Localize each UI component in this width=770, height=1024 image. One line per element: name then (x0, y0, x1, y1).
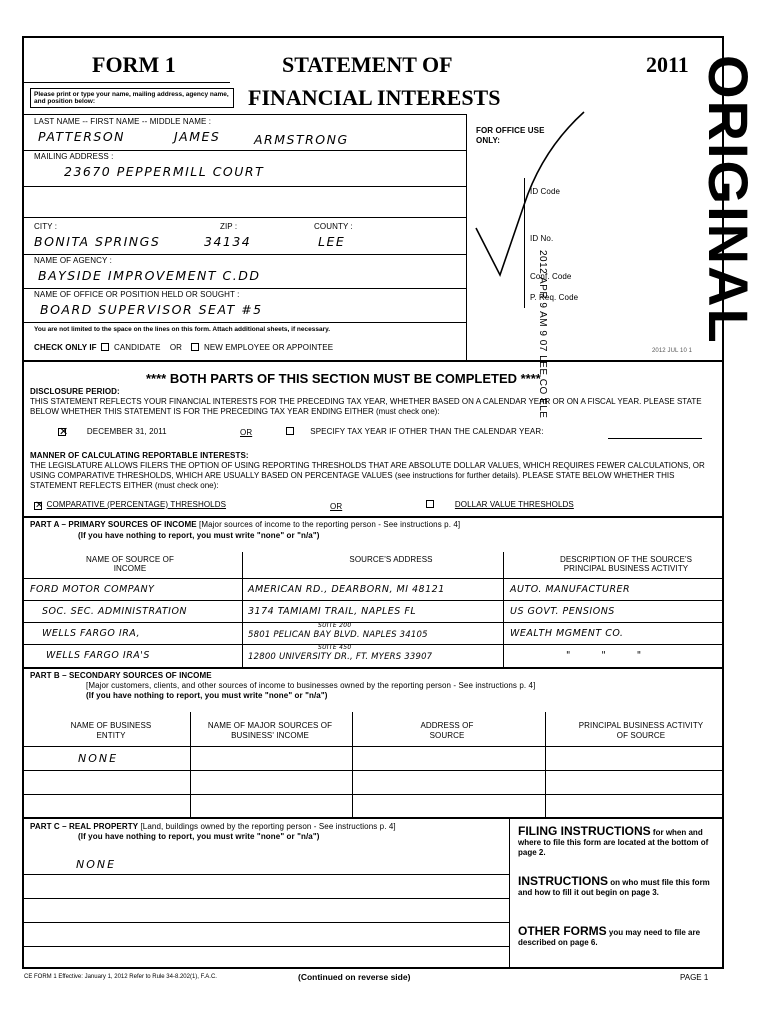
disclosure-or: OR (240, 428, 253, 437)
income-source-name[interactable]: FORD MOTOR COMPANY (30, 584, 155, 595)
agency-value[interactable]: BAYSIDE IMPROVEMENT C.DD (38, 268, 261, 283)
footer-continued: (Continued on reverse side) (298, 972, 411, 982)
income-source-activity[interactable]: US GOVT. PENSIONS (510, 606, 615, 617)
agency-label: NAME OF AGENCY : (34, 256, 112, 265)
received-stamp-vertical: 2012 APR 9 AM 9 07 LEE CO ELE (537, 250, 548, 419)
received-stamp-small: 2012 JUL 10 1 (652, 348, 693, 354)
income-source-address[interactable]: AMERICAN RD., DEARBORN, MI 48121 (248, 584, 445, 595)
id-no-label: ID No. (530, 234, 554, 243)
part-a-subnote: (If you have nothing to report, you must write "none" or "n/a") (78, 531, 320, 540)
conf-code-label: Conf. Code (530, 272, 572, 281)
county-value[interactable]: LEE (318, 234, 346, 249)
part-b-subnote: (If you have nothing to report, you must write "none" or "n/a") (86, 691, 328, 700)
part-c-subnote: (If you have nothing to report, you must write "none" or "n/a") (78, 832, 320, 841)
dollar-label: DOLLAR VALUE THRESHOLDS (454, 500, 574, 509)
income-source-name[interactable]: WELLS FARGO IRA'S (46, 650, 150, 661)
county-label: COUNTY : (314, 222, 353, 231)
income-source-address[interactable]: 3174 TAMIAMI TRAIL, NAPLES FL (248, 606, 417, 617)
id-code-label: ID Code (530, 187, 561, 196)
comparative-checkbox[interactable]: ✕ (35, 500, 44, 511)
other-forms-instructions (518, 926, 718, 948)
income-source-activity[interactable]: AUTO. MANUFACTURER (510, 584, 631, 595)
part-c-title: PART C – REAL PROPERTY (30, 822, 139, 831)
income-source-address[interactable]: 12800 UNIVERSITY DR., FT. MYERS 33907 (248, 652, 433, 662)
check-only-label: CHECK ONLY IF (34, 343, 97, 352)
income-source-name[interactable]: SOC. SEC. ADMINISTRATION (42, 606, 188, 617)
instructions-title: INSTRUCTIONS (518, 874, 608, 888)
part-b-title: PART B – SECONDARY SOURCES OF INCOME (30, 671, 212, 680)
check-only-row (34, 343, 333, 352)
candidate-checkbox[interactable] (101, 343, 109, 351)
part-b-entry[interactable]: NONE (78, 752, 119, 765)
other-forms-title: OTHER FORMS (518, 924, 607, 938)
part-c-header (30, 822, 396, 831)
form-number: FORM 1 (92, 52, 176, 77)
footer-page: PAGE 1 (680, 973, 709, 982)
form-year: 2011 (646, 52, 689, 77)
disclosure-text: THIS STATEMENT REFLECTS YOUR FINANCIAL INTERESTS FOR THE PRECEDING TAX YEAR, WHETHER BASED ON A CALENDAR YEAR OR ON A FISCAL YEAR. PLEASE STATE BELOW WHETHER THIS STATEMENT IS FOR THE PRECEDING TAX YEAR ENDING EITHER (must check one): (30, 397, 702, 416)
income-source-suite: SUITE 200 (318, 622, 352, 629)
original-stamp-text: ORIGINAL (697, 55, 760, 345)
income-source-suite: SUITE 450 (318, 644, 352, 651)
dollar-checkbox[interactable] (426, 500, 434, 508)
part-a-note: [Major sources of income to the reporting person - See instructions p. 4] (199, 520, 461, 529)
manner-text: THE LEGISLATURE ALLOWS FILERS THE OPTION OF USING REPORTING THRESHOLDS THAT ARE ABSOLUTE DOLLAR VALUES, WHICH REQUIRES FEWER CALCULATIONS, OR USING COMPARATIVE THRESHOLDS, WHICH ARE USUALLY BASED ON PERCENTAGE VALUES (see instructions for further details). PLEASE STATE BELOW WHETHER THIS STATEMENT REFLECTS EITHER (must check one): (30, 461, 705, 490)
p-req-code-label: P. Req. Code (530, 293, 579, 302)
last-name-value[interactable]: PATTERSON (38, 129, 126, 144)
filing-text: when and where to file this form are located at the bottom of page 2. (518, 828, 709, 857)
dec-option-label: DECEMBER 31, 2011 (86, 427, 167, 436)
zip-label: ZIP : (220, 222, 238, 231)
footer-form-id: CE FORM 1 Effective: January 1, 2012 Refer to Rule 34-8.202(1), F.A.C. (24, 974, 217, 980)
office-label: NAME OF OFFICE OR POSITION HELD OR SOUGHT : (34, 290, 240, 299)
space-note: You are not limited to the space on the lines on this form. Attach additional sheets, if necessary. (34, 326, 331, 333)
city-label: CITY : (34, 222, 58, 231)
disclosure-options (58, 427, 167, 436)
first-name-value[interactable]: JAMES (174, 129, 221, 144)
part-c-note: [Land, buildings owned by the reporting person - See instructions p. 4] (140, 822, 396, 831)
specify-checkbox[interactable] (286, 427, 294, 435)
statement-title: STATEMENT OF (282, 52, 453, 77)
office-checkmark (472, 110, 602, 290)
office-use-label: FOR OFFICE USE ONLY: (476, 126, 545, 145)
part-a-title: PART A – PRIMARY SOURCES OF INCOME (30, 520, 197, 529)
specify-year-field[interactable] (608, 438, 702, 439)
income-source-name[interactable]: WELLS FARGO IRA, (42, 628, 140, 639)
manner-label: MANNER OF CALCULATING REPORTABLE INTERESTS: (30, 451, 249, 460)
threshold-options (34, 500, 226, 510)
name-label: LAST NAME -- FIRST NAME -- MIDDLE NAME : (34, 117, 212, 126)
dec-checkbox[interactable]: ✕ (59, 426, 69, 438)
income-source-activity[interactable]: " " " (566, 650, 656, 661)
threshold-or: OR (330, 502, 343, 511)
filing-instructions (518, 826, 718, 858)
specify-label: SPECIFY TAX YEAR IF OTHER THAN THE CALENDAR YEAR: (310, 427, 544, 436)
part-a-col-activity: DESCRIPTION OF THE SOURCE'S PRINCIPAL BUSINESS ACTIVITY (559, 555, 693, 573)
print-note: Please print or type your name, mailing address, agency name, and position below: (30, 88, 234, 108)
part-b-col-sources: NAME OF MAJOR SOURCES OF BUSINESS' INCOME (207, 721, 333, 740)
other-forms-text: you may need to file are described on page 6. (518, 928, 701, 947)
middle-name-value[interactable]: ARMSTRONG (254, 132, 349, 147)
section-heading: **** BOTH PARTS OF THIS SECTION MUST BE COMPLETED **** (146, 371, 541, 386)
new-employee-label: NEW EMPLOYEE OR APPOINTEE (203, 343, 334, 352)
filing-title: FILING INSTRUCTIONS (518, 824, 651, 838)
or-label: OR (169, 343, 183, 352)
who-must-file-instructions (518, 876, 718, 898)
part-c-entry[interactable]: NONE (76, 858, 117, 871)
instructions-text: on who must file this form and how to fill it out begin on page 3. (518, 878, 710, 897)
disclosure-label: DISCLOSURE PERIOD: (30, 387, 120, 396)
part-a-col-address: SOURCE'S ADDRESS (349, 555, 433, 564)
part-b-col-activity: PRINCIPAL BUSINESS ACTIVITY OF SOURCE (578, 721, 704, 740)
new-employee-checkbox[interactable] (191, 343, 199, 351)
candidate-label: CANDIDATE (113, 343, 161, 352)
income-source-activity[interactable]: WEALTH MGMENT CO. (510, 628, 624, 639)
part-a-col-name: NAME OF SOURCE OF INCOME (86, 555, 174, 573)
part-b-col-entity: NAME OF BUSINESS ENTITY (70, 721, 152, 740)
zip-value[interactable]: 34134 (204, 234, 252, 249)
part-a-header (30, 520, 460, 529)
part-b-note: [Major customers, clients, and other sources of income to businesses owned by the reporting person - See instructions p. 4] (86, 681, 536, 690)
comparative-label: COMPARATIVE (PERCENTAGE) THRESHOLDS (46, 500, 227, 509)
financial-title: FINANCIAL INTERESTS (248, 85, 501, 110)
part-b-col-address: ADDRESS OF SOURCE (420, 721, 474, 740)
office-value[interactable]: BOARD SUPERVISOR SEAT #5 (40, 302, 263, 317)
income-source-address[interactable]: 5801 PELICAN BAY BLVD. NAPLES 34105 (248, 630, 428, 640)
specify-option (286, 427, 544, 436)
mailing-address-value[interactable]: 23670 PEPPERMILL COURT (64, 164, 265, 179)
filing-for: for (652, 828, 664, 837)
mailing-label: MAILING ADDRESS : (34, 152, 114, 161)
city-value[interactable]: BONITA SPRINGS (34, 234, 161, 249)
dollar-option (426, 500, 574, 509)
